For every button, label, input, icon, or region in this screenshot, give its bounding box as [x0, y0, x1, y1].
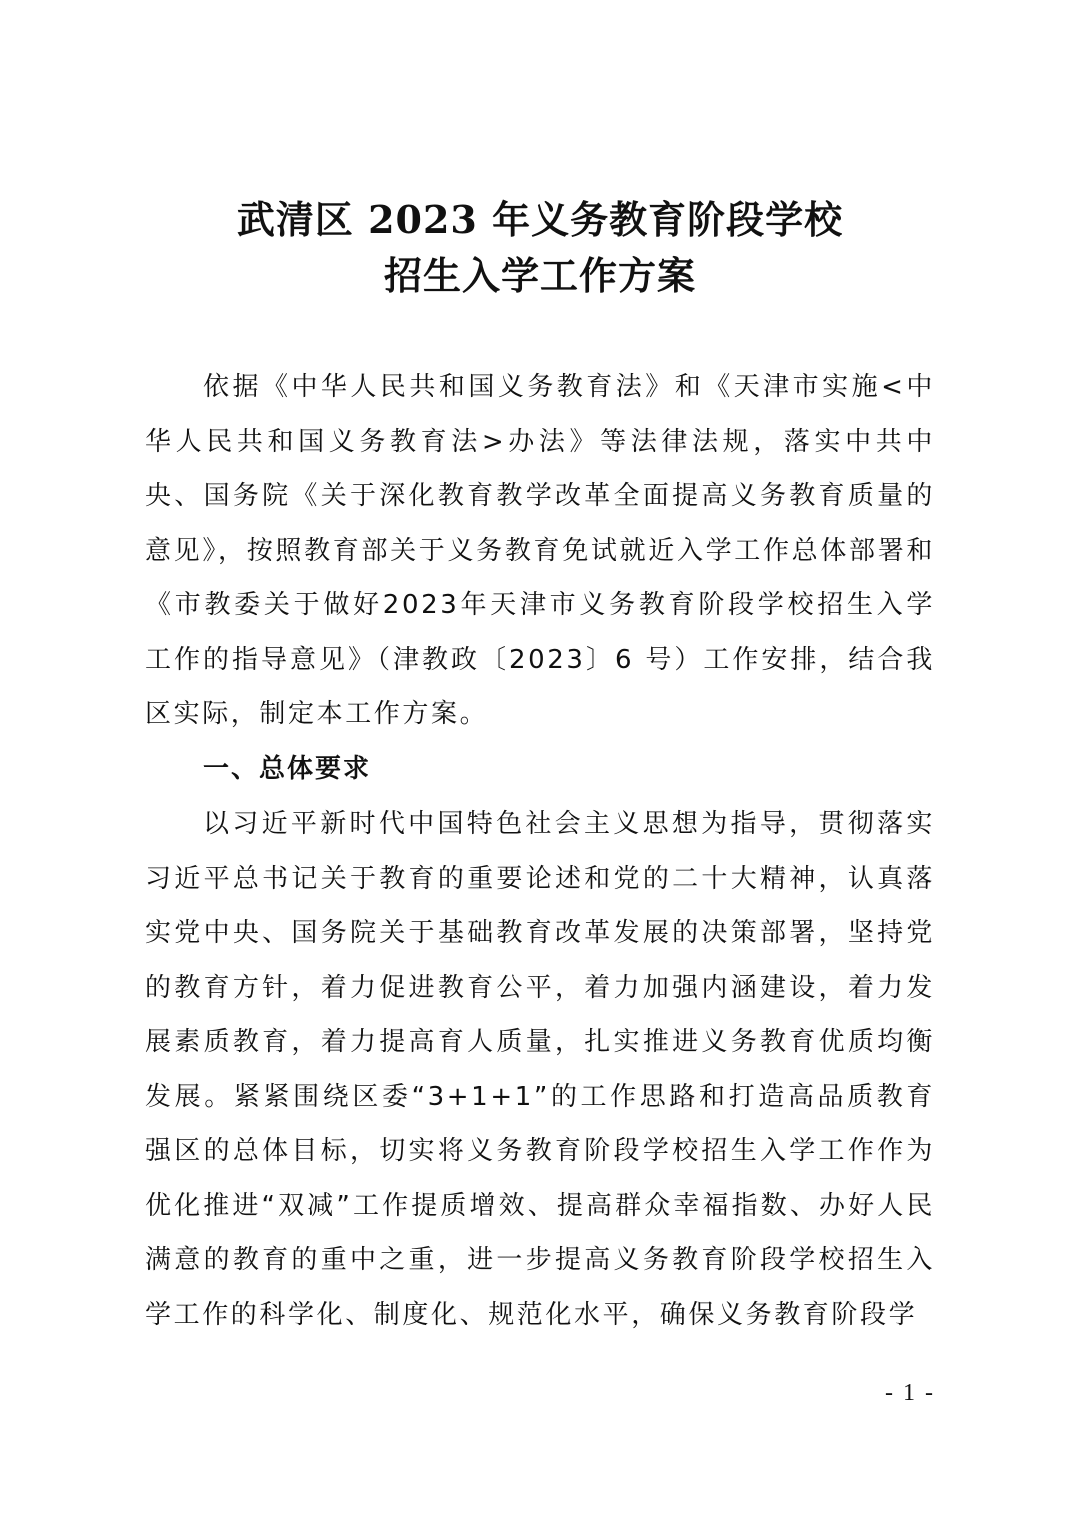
document-title-line-1: 武清区 2023 年义务教育阶段学校 — [236, 197, 844, 242]
section-heading-general-requirements: 一、总体要求 — [203, 754, 372, 784]
document-title-line-2: 招生入学工作方案 — [383, 253, 696, 298]
intro-paragraph: 依据《中华人民共和国义务教育法》和《天津市实施<中华人民共和国义务教育法>办法》等法律法规，落实中共中央、国务院《关于深化教育教学改革全面提高义务教育质量的意见》，按照教育部关于义务教育免试就近入学工作总体部署和《市教委关于做好2023年天津市义务教育阶段学校招生入学工作的指导意见》（津教政〔2023〕6 号）工作安排，结合我区实际，制定本工作方案。 — [145, 372, 935, 729]
page-number: - 1 - — [885, 1380, 935, 1406]
general-requirements-paragraph: 以习近平新时代中国特色社会主义思想为指导，贯彻落实习近平总书记关于教育的重要论述和党的二十大精神，认真落实党中央、国务院关于基础教育改革发展的决策部署，坚持党的教育方针，着力促进教育公平，着力加强内涵建设，着力发展素质教育，着力提高育人质量，扎实推进义务教育优质均衡发展。紧紧围绕区委“3+1+1”的工作思路和打造高品质教育强区的总体目标，切实将义务教育阶段学校招生入学工作作为优化推进“双减”工作提质增效、提高群众幸福指数、办好人民满意的教育的重中之重，进一步提高义务教育阶段学校招生入学工作的科学化、制度化、规范化水平，确保义务教育阶段学 — [145, 809, 935, 1330]
